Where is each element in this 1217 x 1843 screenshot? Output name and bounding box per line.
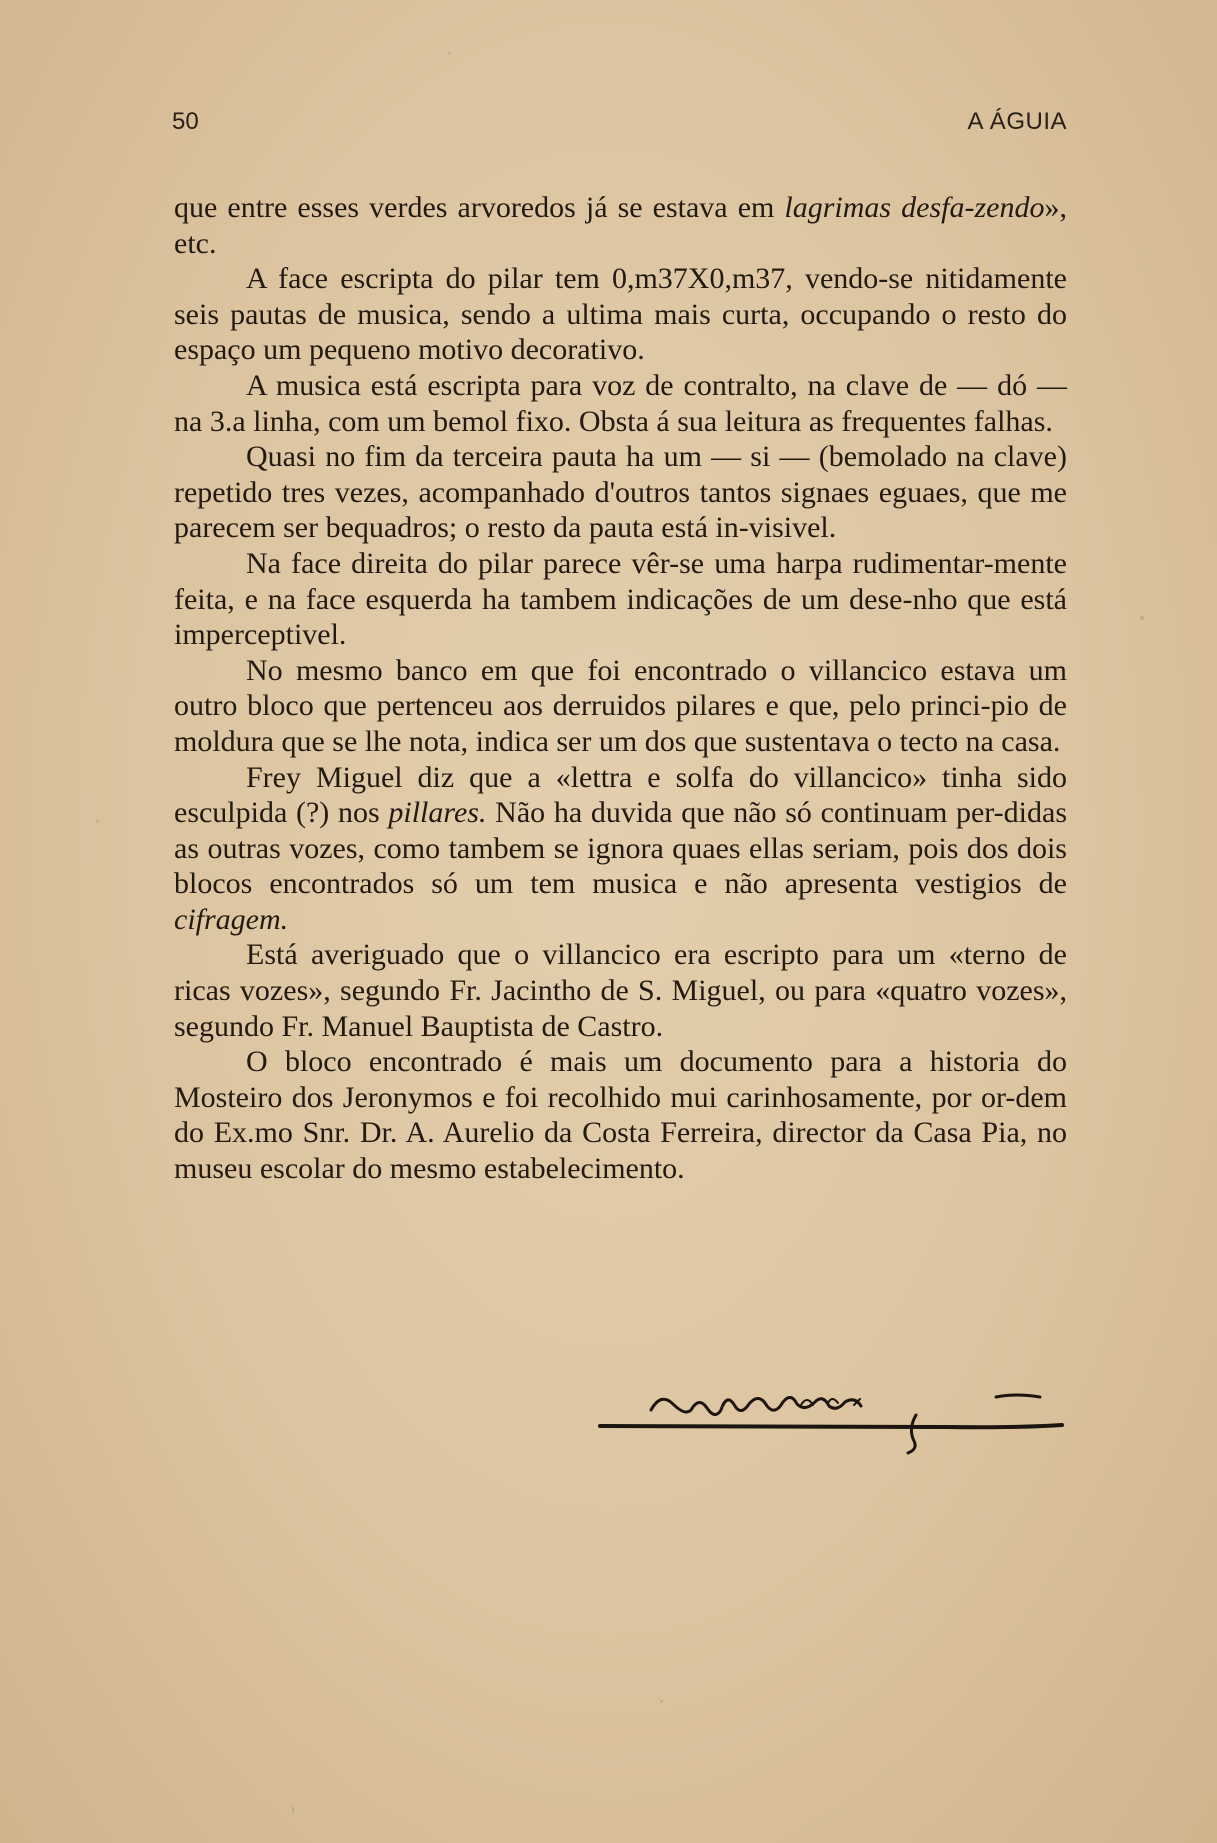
running-head bbox=[172, 108, 1067, 144]
text-segment: Quasi no fim da terceira pauta ha um — si — (bemolado na clave) repetido tres vezes, acompanhado d'outros tantos signaes eguaes, que me parecem ser bequadros; o resto da pauta está in-visivel. bbox=[174, 440, 1067, 545]
journal-title: A ÁGUIA bbox=[967, 108, 1067, 135]
italic-text: pillares. bbox=[388, 796, 487, 830]
paragraph bbox=[174, 937, 1067, 1044]
paragraph bbox=[174, 190, 1067, 261]
italic-text: lagrimas desfa-zendo bbox=[784, 191, 1045, 224]
text-segment: Frey Miguel diz que a «lettra e solfa do villancico» tinha sido esculpida (?) nos bbox=[174, 760, 1067, 830]
paper-speck bbox=[292, 1806, 294, 1814]
paragraph bbox=[174, 653, 1067, 760]
text-segment: Não ha duvida que não só continuam per-didas as outras vozes, como tambem se ignora quaes ellas seriam, pois dos dois blocos encontrados só um tem musica e não apresenta vestigios de bbox=[174, 796, 1067, 901]
italic-text: cifragem. bbox=[174, 902, 289, 936]
paper-speck bbox=[448, 52, 451, 55]
article-body bbox=[174, 190, 1067, 1187]
text-segment: Está averiguado que o villancico era escripto para um «terno de ricas vozes», segundo Fr. Jacintho de S. Miguel, ou para «quatro vozes», segundo Fr. Manuel Bauptista de Castro. bbox=[174, 938, 1067, 1043]
text-segment: », etc. bbox=[174, 191, 1067, 260]
text-segment: que entre esses verdes arvoredos já se estava em bbox=[174, 191, 785, 224]
text-segment: A face escripta do pilar tem 0,m37X0,m37, vendo-se nitidamente seis pautas de musica, sendo a ultima mais curta, occupando o resto do espaço um pequeno motivo decorativo. bbox=[174, 262, 1067, 367]
paragraph bbox=[174, 261, 1067, 368]
paragraph bbox=[174, 439, 1067, 546]
paper-speck bbox=[1140, 616, 1144, 620]
paragraph bbox=[174, 546, 1067, 653]
paragraph bbox=[174, 368, 1067, 439]
paragraph bbox=[174, 760, 1067, 938]
paper-speck bbox=[96, 820, 99, 823]
paper-speck bbox=[660, 1700, 663, 1703]
text-segment: A musica está escripta para voz de contralto, na clave de — dó — na 3.a linha, com um bemol fixo. Obsta á sua leitura as frequentes falhas. bbox=[174, 368, 1067, 438]
text-segment: Na face direita do pilar parece vêr-se uma harpa rudimentar-mente feita, e na face esquerda ha tambem indicações de um dese-nho que está imperceptivel. bbox=[174, 546, 1067, 652]
page-number: 50 bbox=[172, 108, 199, 135]
text-segment: No mesmo banco em que foi encontrado o villancico estava um outro bloco que pertenceu aos derruidos pilares e que, pelo princi-pio de moldura que se lhe nota, indica ser um dos que sustentava o tecto na casa. bbox=[174, 653, 1067, 758]
paragraph bbox=[174, 1044, 1067, 1186]
text-segment: O bloco encontrado é mais um documento para a historia do Mosteiro dos Jeronymos e foi recolhido mui carinhosamente, por or-dem do Ex.mo Snr. Dr. A. Aurelio da Costa Ferreira, director da Casa Pia, no museu escolar do mesmo estabelecimento. bbox=[174, 1045, 1067, 1186]
handwritten-signature-icon bbox=[596, 1385, 1066, 1455]
